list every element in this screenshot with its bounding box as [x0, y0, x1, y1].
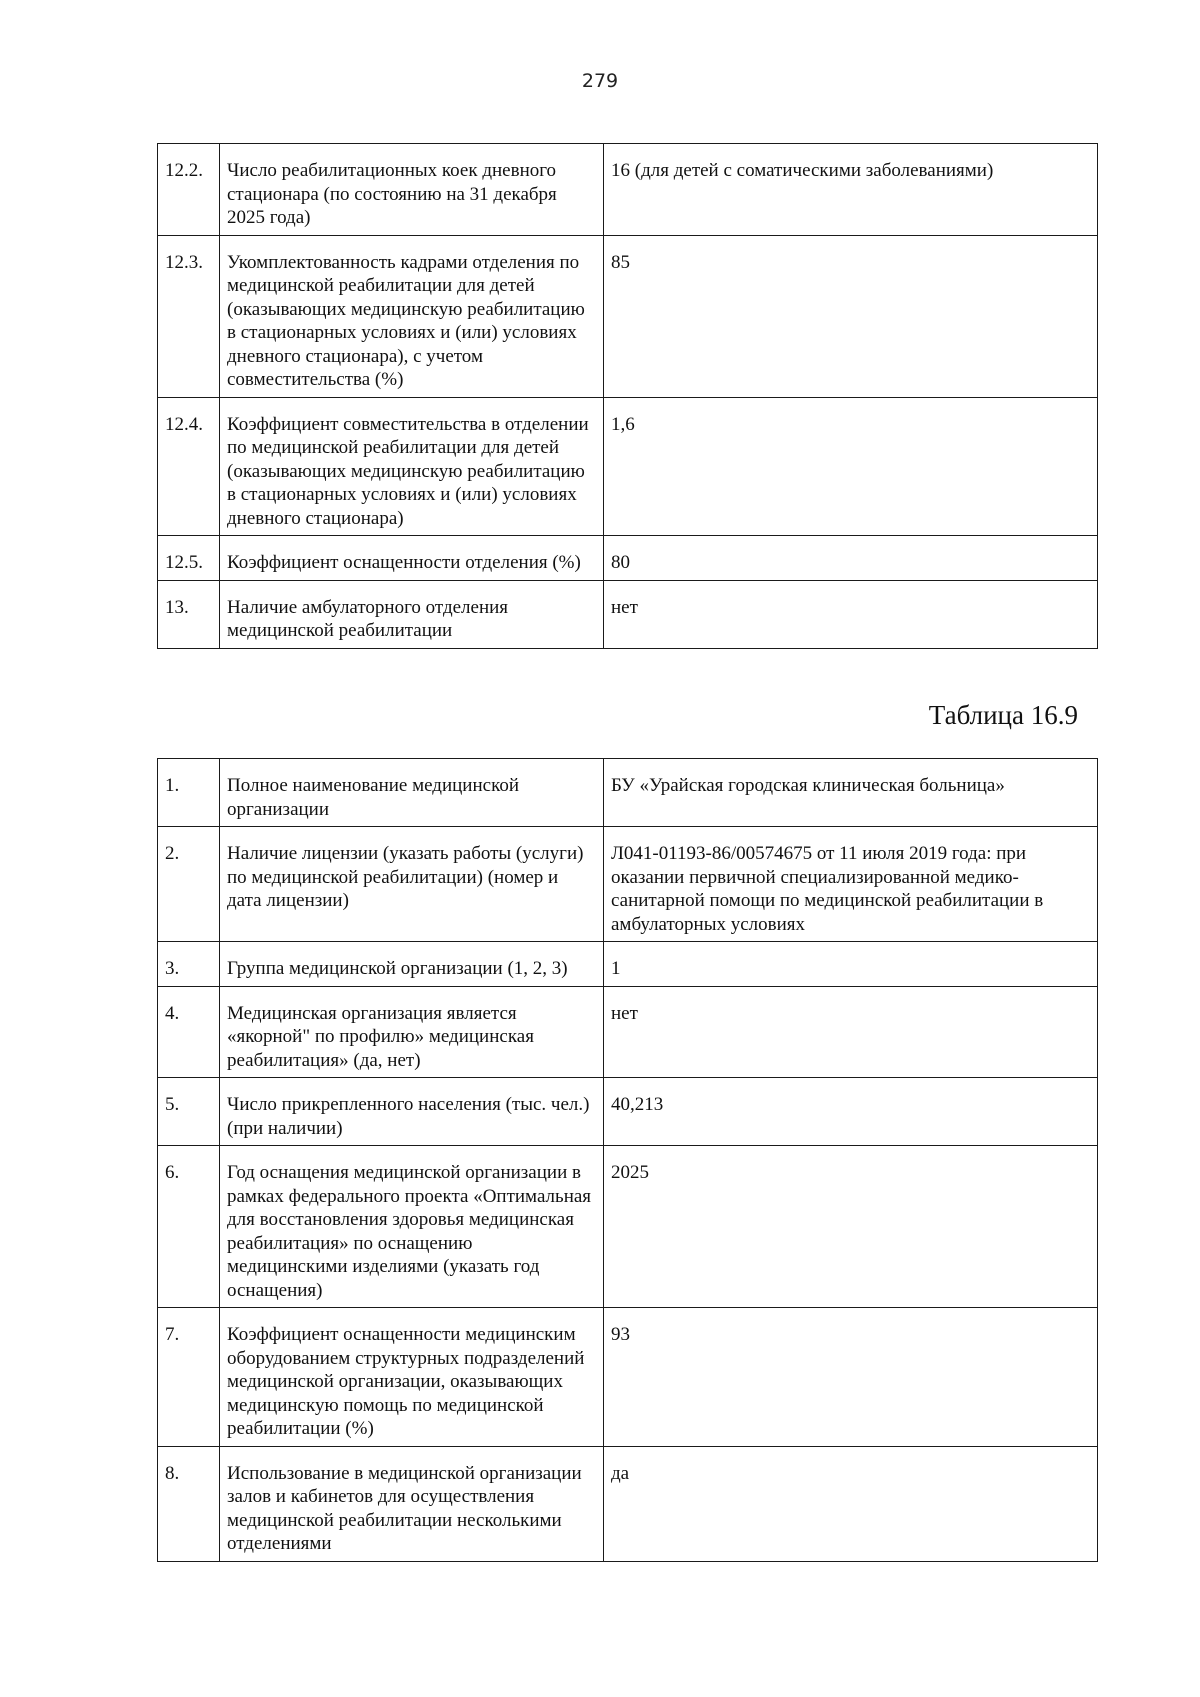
- row-value-cell: да: [604, 1446, 1098, 1561]
- row-number-cell: 1.: [158, 759, 220, 827]
- table-row: [158, 235, 1098, 397]
- row-number-cell: 4.: [158, 986, 220, 1078]
- row-value-cell: 16 (для детей с соматическими заболеваниями): [604, 144, 1098, 236]
- row-value-cell: БУ «Урайская городская клиническая больница»: [604, 759, 1098, 827]
- row-value-cell: 40,213: [604, 1078, 1098, 1146]
- row-number-cell: 8.: [158, 1446, 220, 1561]
- row-label-cell: Укомплектованность кадрами отделения по медицинской реабилитации для детей (оказывающих медицинскую реабилитацию в стационарных условиях и (или) условиях дневного стационара), с учетом совместительства (%): [220, 235, 604, 397]
- table-row: [158, 827, 1098, 942]
- table-row: [158, 1308, 1098, 1447]
- row-number-cell: 5.: [158, 1078, 220, 1146]
- row-number-cell: 6.: [158, 1146, 220, 1308]
- table-row: [158, 1446, 1098, 1561]
- continued-table: [157, 143, 1098, 649]
- row-number-cell: 2.: [158, 827, 220, 942]
- row-value-cell: нет: [604, 986, 1098, 1078]
- table-row: [158, 144, 1098, 236]
- row-value-cell: 80: [604, 536, 1098, 581]
- row-value-cell: нет: [604, 580, 1098, 648]
- table-row: [158, 759, 1098, 827]
- row-number-cell: 12.2.: [158, 144, 220, 236]
- row-label-cell: Наличие лицензии (указать работы (услуги) по медицинской реабилитации) (номер и дата лицензии): [220, 827, 604, 942]
- row-value-cell: 2025: [604, 1146, 1098, 1308]
- row-label-cell: Коэффициент оснащенности медицинским оборудованием структурных подразделений медицинской организации, оказывающих медицинскую помощь по медицинской реабилитации (%): [220, 1308, 604, 1447]
- row-value-cell: 85: [604, 235, 1098, 397]
- row-label-cell: Коэффициент совместительства в отделении по медицинской реабилитации для детей (оказывающих медицинскую реабилитацию в стационарных условиях и (или) условиях дневного стационара): [220, 397, 604, 536]
- row-label-cell: Число реабилитационных коек дневного стационара (по состоянию на 31 декабря 2025 года): [220, 144, 604, 236]
- row-label-cell: Коэффициент оснащенности отделения (%): [220, 536, 604, 581]
- row-number-cell: 12.4.: [158, 397, 220, 536]
- row-number-cell: 3.: [158, 942, 220, 987]
- page-number: 279: [581, 70, 619, 92]
- row-label-cell: Использование в медицинской организации залов и кабинетов для осуществления медицинской реабилитации несколькими отделениями: [220, 1446, 604, 1561]
- row-label-cell: Наличие амбулаторного отделения медицинской реабилитации: [220, 580, 604, 648]
- row-number-cell: 13.: [158, 580, 220, 648]
- row-label-cell: Медицинская организация является «якорной" по профилю» медицинская реабилитация» (да, нет): [220, 986, 604, 1078]
- row-label-cell: Год оснащения медицинской организации в рамках федерального проекта «Оптимальная для восстановления здоровья медицинская реабилитация» по оснащению медицинскими изделиями (указать год оснащения): [220, 1146, 604, 1308]
- table-row: [158, 1078, 1098, 1146]
- table-16-9: [157, 758, 1098, 1562]
- table-row: [158, 397, 1098, 536]
- row-value-cell: 1,6: [604, 397, 1098, 536]
- row-label-cell: Полное наименование медицинской организации: [220, 759, 604, 827]
- row-value-cell: 1: [604, 942, 1098, 987]
- row-number-cell: 7.: [158, 1308, 220, 1447]
- table-row: [158, 536, 1098, 581]
- row-number-cell: 12.3.: [158, 235, 220, 397]
- table-row: [158, 580, 1098, 648]
- row-value-cell: Л041-01193-86/00574675 от 11 июля 2019 года: при оказании первичной специализированной медико-санитарной помощи по медицинской реабилитации в амбулаторных условиях: [604, 827, 1098, 942]
- row-label-cell: Группа медицинской организации (1, 2, 3): [220, 942, 604, 987]
- table-caption: Таблица 16.9: [928, 700, 1078, 730]
- table-row: [158, 986, 1098, 1078]
- table-row: [158, 1146, 1098, 1308]
- row-value-cell: 93: [604, 1308, 1098, 1447]
- row-label-cell: Число прикрепленного населения (тыс. чел.) (при наличии): [220, 1078, 604, 1146]
- table-row: [158, 942, 1098, 987]
- row-number-cell: 12.5.: [158, 536, 220, 581]
